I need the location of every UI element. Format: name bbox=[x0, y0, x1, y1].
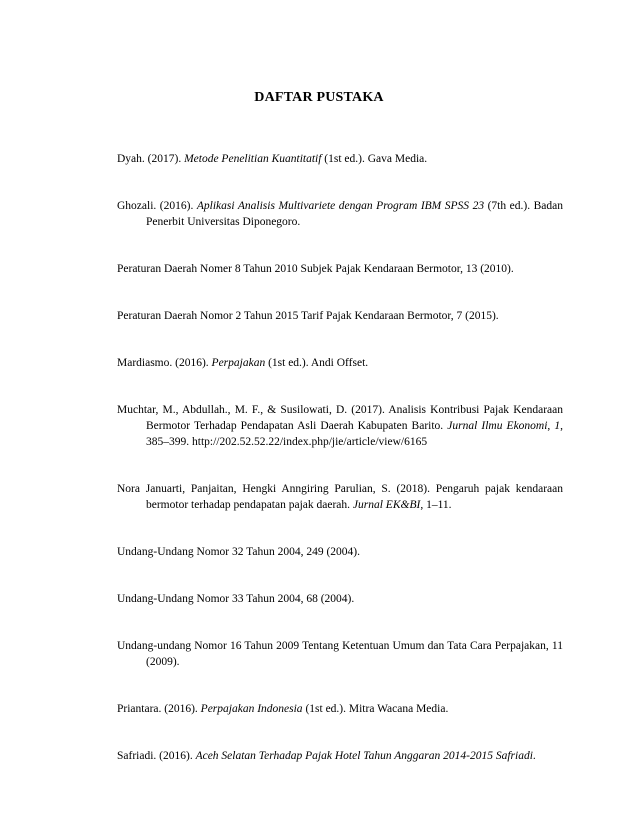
reference-italic-title: Jurnal Ilmu Ekonomi bbox=[447, 419, 548, 432]
page-title: DAFTAR PUSTAKA bbox=[254, 90, 384, 105]
reference-italic-title: Jurnal EK&BI bbox=[352, 498, 421, 511]
reference-italic-title: Metode Penelitian Kuantitatif bbox=[184, 152, 322, 165]
reference-italic-title: 1 bbox=[554, 419, 561, 432]
reference-entry: Dyah. (2017). Metode Penelitian Kuantitatif (1st ed.). Gava Media. bbox=[117, 152, 428, 165]
reference-entry: Priantara. (2016). Perpajakan Indonesia (1st ed.). Mitra Wacana Media. bbox=[117, 702, 449, 715]
reference-italic-title: Aceh Selatan Terhadap Pajak Hotel Tahun Anggaran 2014-2015 Safriadi bbox=[195, 749, 533, 762]
reference-entry: Peraturan Daerah Nomor 2 Tahun 2015 Tarif Pajak Kendaraan Bermotor, 7 (2015). bbox=[117, 309, 499, 322]
reference-entry: Undang-undang Nomor 16 Tahun 2009 Tentang Ketentuan Umum dan Tata Cara Perpajakan, 11 (2009). bbox=[117, 639, 563, 668]
reference-entry: Undang-Undang Nomor 32 Tahun 2004, 249 (2004). bbox=[117, 545, 361, 558]
reference-italic-title: Aplikasi Analisis Multivariete dengan Program IBM SPSS 23 bbox=[196, 199, 485, 212]
reference-entry: Nora Januarti, Panjaitan, Hengki Anngiring Parulian, S. (2018). Pengaruh pajak kendaraan bermotor terhadap pendapatan pajak daerah. Jurnal EK&BI, 1–11. bbox=[117, 482, 563, 511]
reference-list bbox=[117, 139, 563, 775]
reference-entry: Undang-Undang Nomor 33 Tahun 2004, 68 (2004). bbox=[117, 592, 355, 605]
reference-entry: Muchtar, M., Abdullah., M. F., & Susilowati, D. (2017). Analisis Kontribusi Pajak Kendaraan Bermotor Terhadap Pendapatan Asli Daerah Kabupaten Barito. Jurnal Ilmu Ekonomi, 1, 385–399. http://202.52.52.22/index.php/jie/article/view/6165 bbox=[117, 403, 564, 448]
reference-entry: Ghozali. (2016). Aplikasi Analisis Multivariete dengan Program IBM SPSS 23 (7th ed.). Badan Penerbit Universitas Diponegoro. bbox=[117, 199, 563, 228]
reference-entry: Mardiasmo. (2016). Perpajakan (1st ed.). Andi Offset. bbox=[117, 356, 369, 369]
reference-entry: Peraturan Daerah Nomer 8 Tahun 2010 Subjek Pajak Kendaraan Bermotor, 13 (2010). bbox=[117, 262, 514, 275]
reference-italic-title: Perpajakan Indonesia bbox=[200, 702, 303, 715]
reference-entry: Safriadi. (2016). Aceh Selatan Terhadap Pajak Hotel Tahun Anggaran 2014-2015 Safriadi. bbox=[117, 749, 536, 762]
reference-italic-title: Perpajakan bbox=[211, 356, 266, 369]
